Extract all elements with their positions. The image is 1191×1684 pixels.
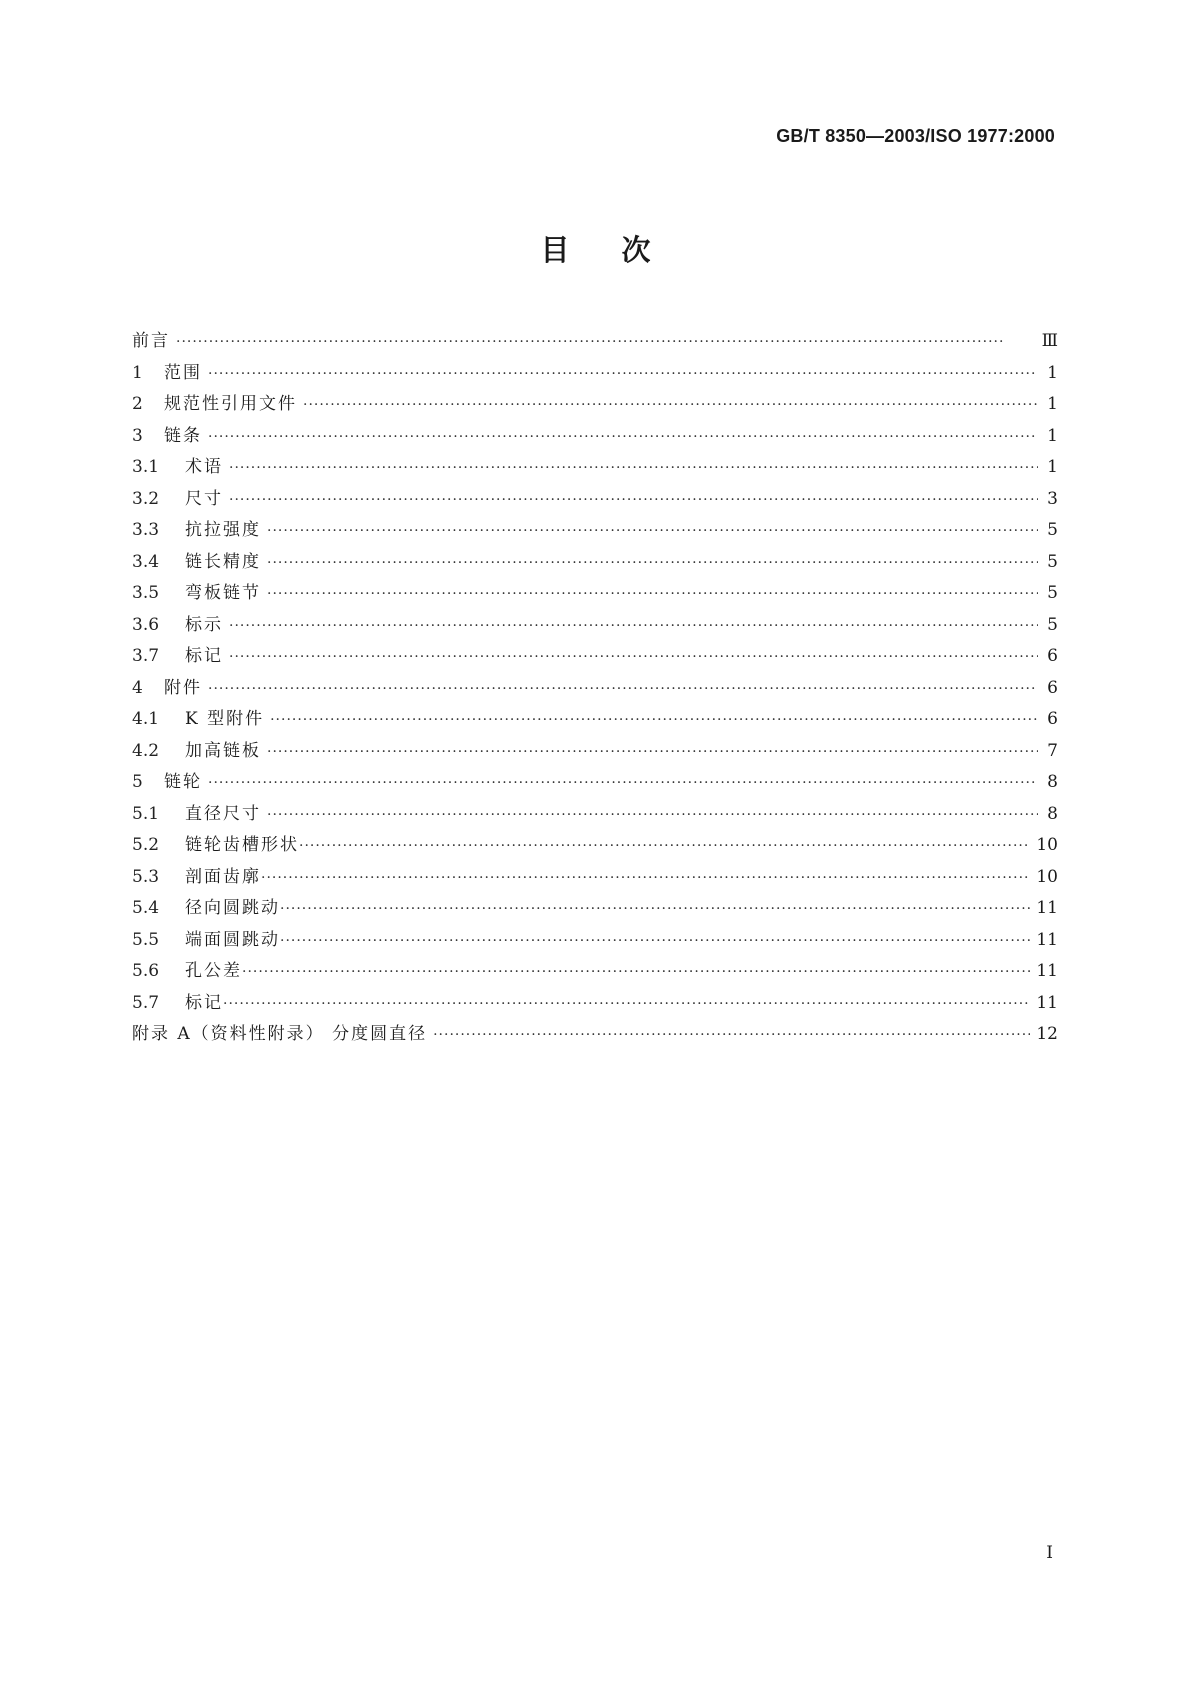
toc-entry-label: 孔公差	[185, 961, 242, 981]
dot-leader	[280, 894, 1030, 926]
toc-entry-page: 1	[1047, 425, 1058, 446]
toc-entry-number: 3.6	[132, 614, 160, 635]
toc-entry-label: 链轮	[164, 772, 202, 792]
toc-entry-number: 4.1	[132, 709, 160, 729]
dot-leader	[267, 737, 1038, 769]
dot-leader	[270, 705, 1038, 737]
toc-entry-page: 6	[1047, 709, 1058, 729]
toc-entry-number: 5	[132, 772, 143, 792]
toc-entry-5-4[interactable]	[132, 893, 1058, 925]
toc-entry-label: 范围	[164, 362, 202, 383]
toc-entry-page: 7	[1047, 740, 1058, 761]
toc-entry-label: 端面圆跳动	[185, 929, 280, 950]
toc-entry-label: 加高链板	[185, 740, 261, 761]
dot-leader	[242, 957, 1030, 989]
toc-entry-number: 5.4	[132, 898, 160, 918]
toc-entry-label: 规范性引用文件	[164, 394, 297, 414]
standard-code-header: GB/T 8350—2003/ISO 1977:2000	[776, 126, 1055, 146]
toc-entry-number: 3.7	[132, 646, 160, 666]
dot-leader	[229, 453, 1038, 485]
toc-entry-label: 标示	[185, 614, 223, 635]
dot-leader	[433, 1020, 1030, 1052]
toc-entry-number: 4	[132, 677, 143, 698]
toc-entry-number: 3.4	[132, 551, 160, 572]
toc-entry-label: K 型附件	[185, 709, 265, 729]
toc-entry-number: 3.3	[132, 520, 160, 540]
dot-leader	[208, 359, 1038, 391]
toc-entry-page: Ⅲ	[1041, 331, 1058, 351]
dot-leader	[267, 800, 1038, 832]
toc-entry-page: 6	[1047, 646, 1058, 666]
toc-entry-label: 链条	[164, 425, 202, 446]
toc-entry-3-1[interactable]	[132, 452, 1058, 484]
toc-entry-3-6[interactable]	[132, 610, 1058, 642]
toc-entry-annex-a[interactable]	[132, 1019, 1058, 1051]
toc-entry-number: 5.5	[132, 929, 160, 950]
toc-entry-label: 径向圆跳动	[185, 898, 280, 918]
toc-entry-3-2[interactable]	[132, 484, 1058, 516]
page-title: 目次	[540, 233, 703, 267]
toc-entry-page: 1	[1047, 394, 1058, 414]
dot-leader	[229, 485, 1038, 517]
toc-entry-page: 3	[1047, 488, 1058, 509]
toc-entry-page: 10	[1036, 866, 1058, 887]
toc-entry-page: 6	[1047, 677, 1058, 698]
toc-entry-number: 5.6	[132, 961, 160, 981]
dot-leader	[223, 989, 1030, 1021]
toc-entry-number: 2	[132, 394, 143, 414]
toc-entry-label: 剖面齿廓	[185, 866, 261, 887]
toc-entry-5[interactable]	[132, 767, 1058, 799]
toc-entry-page: 8	[1047, 803, 1058, 824]
toc-entry-number: 5.7	[132, 992, 160, 1013]
toc-entry-page: 5	[1047, 614, 1058, 635]
dot-leader	[267, 516, 1038, 548]
toc-entry-number: 5.2	[132, 835, 160, 855]
toc-entry-page: 8	[1047, 772, 1058, 792]
toc-entry-number: 5.1	[132, 803, 160, 824]
toc-entry-3-5[interactable]	[132, 578, 1058, 610]
toc-entry-page: 11	[1036, 929, 1058, 950]
toc-entry-label: 抗拉强度	[185, 520, 261, 540]
toc-entry-5-2[interactable]	[132, 830, 1058, 862]
toc-entry-5-3[interactable]	[132, 862, 1058, 894]
toc-entry-page: 5	[1047, 583, 1058, 603]
toc-entry-number: 3.1	[132, 457, 160, 477]
toc-entry-page: 5	[1047, 551, 1058, 572]
toc-entry-5-1[interactable]	[132, 799, 1058, 831]
toc-entry-number: 4.2	[132, 740, 160, 761]
toc-entry-5-5[interactable]	[132, 925, 1058, 957]
dot-leader	[229, 611, 1038, 643]
toc-entry-5-7[interactable]	[132, 988, 1058, 1020]
toc-entry-page: 1	[1047, 362, 1058, 383]
toc-entry-foreword[interactable]	[132, 326, 1058, 358]
toc-entry-4-1[interactable]	[132, 704, 1058, 736]
toc-entry-page: 1	[1047, 457, 1058, 477]
toc-entry-3-3[interactable]	[132, 515, 1058, 547]
toc-entry-number: 1	[132, 362, 143, 383]
toc-entry-page: 12	[1036, 1024, 1058, 1044]
page-number: I	[1046, 1543, 1053, 1563]
toc-entry-number: 3.5	[132, 583, 160, 603]
toc-entry-label: 标记	[185, 992, 223, 1013]
toc-entry-number: 5.3	[132, 866, 160, 887]
toc-entry-label: 标记	[185, 646, 223, 666]
toc-entry-3[interactable]	[132, 421, 1058, 453]
toc-entry-label: 附录 A（资料性附录） 分度圆直径	[132, 1024, 428, 1044]
toc-entry-1[interactable]	[132, 358, 1058, 390]
dot-leader	[267, 548, 1038, 580]
toc-entry-label: 弯板链节	[185, 583, 261, 603]
toc-entry-label: 尺寸	[185, 488, 223, 509]
toc-entry-label: 术语	[185, 457, 223, 477]
toc-entry-page: 11	[1036, 961, 1058, 981]
dot-leader	[299, 831, 1030, 863]
toc-entry-label: 链长精度	[185, 551, 261, 572]
toc-entry-2[interactable]	[132, 389, 1058, 421]
dot-leader	[208, 768, 1038, 800]
dot-leader	[261, 863, 1030, 895]
dot-leader	[176, 327, 1036, 359]
toc-entry-label: 链轮齿槽形状	[185, 835, 299, 855]
toc-entry-label: 前言	[132, 331, 170, 351]
toc-entry-4-2[interactable]	[132, 736, 1058, 768]
toc-entry-3-4[interactable]	[132, 547, 1058, 579]
toc-entry-page: 5	[1047, 520, 1058, 540]
dot-leader	[303, 390, 1038, 422]
toc-entry-number: 3.2	[132, 488, 160, 509]
dot-leader	[229, 642, 1038, 674]
dot-leader	[208, 422, 1038, 454]
toc-entry-label: 直径尺寸	[185, 803, 261, 824]
dot-leader	[280, 926, 1030, 958]
dot-leader	[208, 674, 1038, 706]
table-of-contents	[132, 326, 1058, 1051]
toc-entry-3-7[interactable]	[132, 641, 1058, 673]
toc-entry-number: 3	[132, 425, 143, 446]
dot-leader	[267, 579, 1038, 611]
toc-entry-label: 附件	[164, 677, 202, 698]
toc-entry-5-6[interactable]	[132, 956, 1058, 988]
toc-entry-page: 10	[1036, 835, 1058, 855]
toc-entry-page: 11	[1036, 898, 1058, 918]
toc-entry-page: 11	[1036, 992, 1058, 1013]
toc-entry-4[interactable]	[132, 673, 1058, 705]
